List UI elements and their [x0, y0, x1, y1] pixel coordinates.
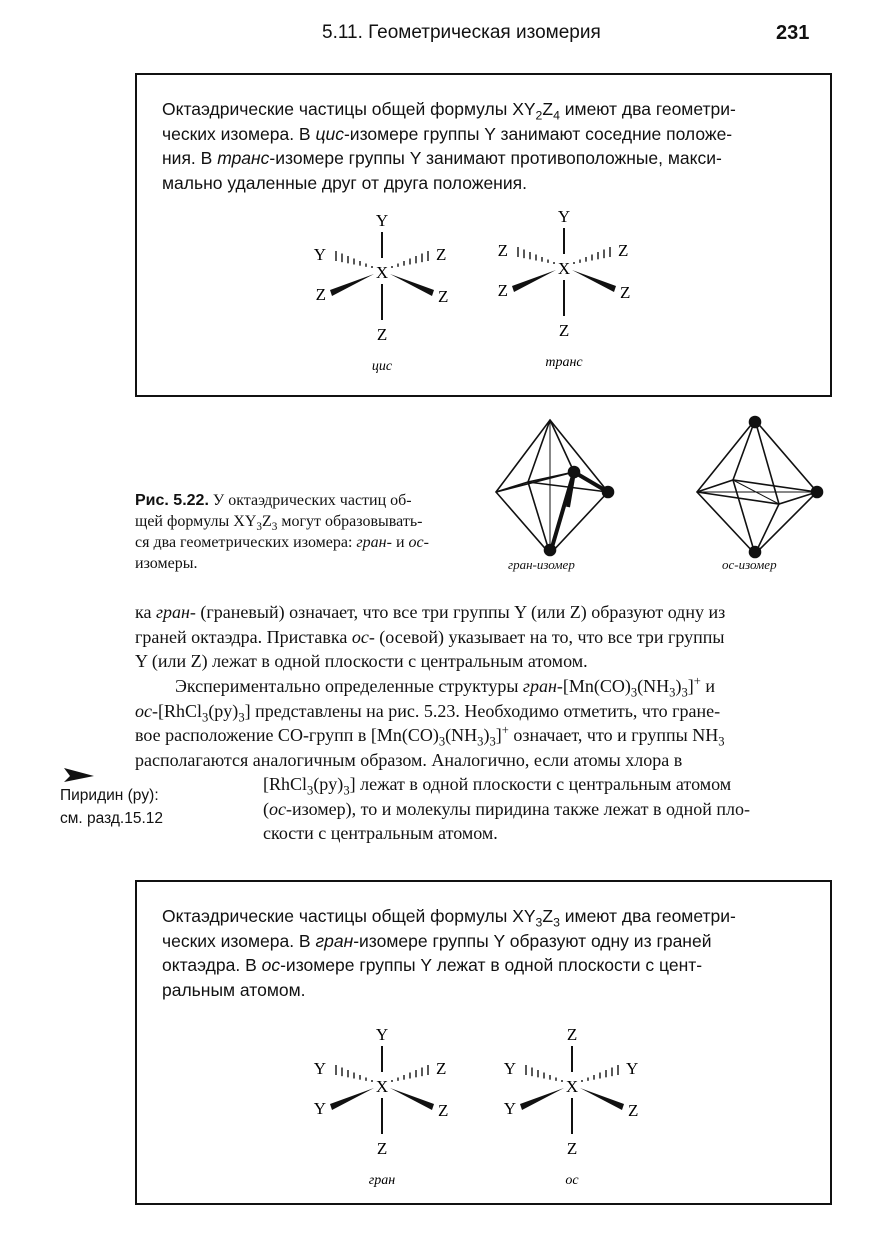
page-number: 231 — [776, 22, 810, 44]
os-structure — [504, 1025, 639, 1188]
figure-caption — [135, 490, 480, 574]
hashed-bond — [336, 251, 372, 268]
front-right-ligand-label: Z — [438, 287, 449, 306]
hashed-bond — [518, 247, 554, 264]
box-line: Октаэдрические частицы общей формулы $XY_3Z_3$ имеют два геометри- — [162, 906, 736, 930]
octahedra-figure — [490, 412, 835, 562]
box-line: ческих изомера. В гран-изомере группы Y образуют одну из граней — [162, 930, 712, 951]
text-line: (ос-изомер), то и молекулы пиридина также лежат в одной пло- — [263, 798, 750, 819]
running-head — [0, 22, 895, 50]
text-line: граней октаэдра. Приставка ос- (осевой) указывает на то, что все три группы — [135, 626, 725, 647]
front-right-ligand-label: Z — [620, 283, 631, 302]
definition-box-gran-os — [135, 880, 832, 1205]
wedge-bond — [580, 1088, 624, 1110]
bottom-ligand-label: Z — [376, 325, 388, 344]
text-line: располагаются аналогичным образом. Аналогично, если атомы хлора в — [135, 749, 683, 770]
atom-dot — [569, 467, 580, 478]
back-left-ligand-label: Z — [497, 241, 508, 260]
front-right-ligand-label: Z — [628, 1101, 639, 1120]
wedge-bond — [520, 1088, 564, 1110]
box-line: ния. В транс-изомере группы Y занимают противоположные, макси- — [162, 148, 722, 168]
box-text — [162, 97, 802, 195]
bottom-ligand-label: Z — [376, 1139, 388, 1158]
hashed-bond — [574, 247, 610, 264]
text-line: $ос-[RhCl_3(py)_3]$ представлены на рис. 5.23. Необходимо отметить, что гране- — [135, 700, 721, 725]
front-left-ligand-label: Z — [497, 281, 508, 300]
cis-structure — [314, 211, 449, 374]
wedge-bond — [330, 1088, 374, 1110]
caption-line: щей формулы $XY_3Z_3$ могут образовывать- — [135, 513, 423, 534]
atom-dot — [603, 487, 614, 498]
center-atom-label: X — [375, 1077, 389, 1096]
box-line: ральным атомом. — [162, 979, 306, 1000]
margin-line: см. разд.15.12 — [60, 810, 163, 827]
front-right-ligand-label: Z — [438, 1101, 449, 1120]
text-line: Y (или Z) лежат в одной плоскости с центральным атомом. — [135, 651, 588, 671]
hashed-bond — [526, 1065, 562, 1082]
caption-number: Рис. 5.22. — [135, 492, 209, 509]
arrow-pointer-icon — [64, 768, 94, 782]
front-left-ligand-label: Z — [315, 285, 326, 304]
isomer-label: цис — [371, 359, 393, 374]
atom-dot — [750, 547, 761, 558]
box-line: Октаэдрические частицы общей формулы $XY_2Z_4$ имеют два геометри- — [162, 99, 736, 123]
front-left-ligand-label: Y — [313, 1099, 326, 1118]
body-paragraph-2 — [135, 674, 832, 846]
back-left-ligand-label: Y — [313, 1059, 326, 1078]
caption-line: ся два геометрических изомера: гран- и ос- — [135, 534, 429, 551]
box-text — [162, 904, 802, 1002]
back-left-ligand-label: Y — [503, 1059, 516, 1078]
body-paragraph-1 — [135, 600, 832, 674]
bottom-ligand-label: Z — [558, 321, 570, 340]
hashed-bond — [392, 251, 428, 268]
back-right-ligand-label: Z — [618, 241, 629, 260]
box-line: октаэдра. В ос-изомере группы Y лежат в одной плоскости с цент- — [162, 955, 703, 975]
box-line: мально удаленные друг от друга положения. — [162, 172, 527, 193]
definition-box-cis-trans — [135, 73, 832, 397]
isomer-label: гран — [368, 1173, 396, 1188]
text-line: Экспериментально определенные структуры гран-$[Mn(CO)_3(NH_3)_3]^+$ и — [175, 674, 716, 700]
text-line: ка гран- (граневый) означает, что все три группы Y (или Z) образуют одну из — [135, 602, 726, 622]
hashed-bond — [336, 1065, 372, 1082]
margin-note — [60, 784, 230, 830]
section-title: 5.11. Геометрическая изомерия — [322, 22, 601, 43]
atom-dot — [812, 487, 823, 498]
wedge-bond — [390, 1088, 434, 1110]
wedge-bond — [390, 274, 434, 296]
caption-line: У октаэдрических частиц об- — [208, 492, 412, 509]
trans-structure — [498, 207, 631, 370]
back-left-ligand-label: Y — [313, 245, 326, 264]
center-atom-label: X — [375, 263, 389, 282]
top-ligand-label: Y — [557, 207, 571, 226]
atom-dot — [545, 545, 556, 556]
gran-structure — [314, 1025, 449, 1188]
front-left-ligand-label: Y — [503, 1099, 516, 1118]
back-right-ligand-label: Y — [626, 1059, 639, 1078]
gran-octahedron — [496, 420, 614, 556]
isomer-label: ос — [565, 1173, 579, 1188]
wedge-bond — [512, 270, 556, 292]
hashed-bond — [582, 1065, 618, 1082]
text-line: $[RhCl_3(py)_3]$ лежат в одной плоскости с центральным атомом — [263, 774, 732, 798]
top-ligand-label: Y — [375, 211, 389, 230]
top-ligand-label: Z — [566, 1025, 578, 1044]
box-line: ческих изомера. В цис-изомере группы Y занимают соседние положе- — [162, 123, 733, 144]
caption-line: изомеры. — [135, 555, 198, 572]
hashed-bond — [392, 1065, 428, 1082]
atom-dot — [750, 417, 761, 428]
gran-isomer-label: гран-изомер — [508, 557, 575, 572]
wedge-bond — [330, 274, 374, 296]
os-isomer-label: ос-изомер — [722, 557, 777, 572]
text-line: скости с центральным атомом. — [263, 823, 498, 843]
gran-os-diagrams — [297, 1014, 717, 1194]
bottom-ligand-label: Z — [566, 1139, 578, 1158]
cis-trans-diagrams — [297, 200, 717, 380]
os-octahedron — [697, 417, 823, 558]
back-right-ligand-label: Z — [436, 245, 447, 264]
text-line: вое расположение CO-групп в $[Mn(CO)_3(NH_3)_3]^+$ означает, что и группы $NH_3$ — [135, 723, 725, 749]
back-right-ligand-label: Z — [436, 1059, 447, 1078]
isomer-label: транс — [545, 355, 583, 370]
wedge-bond — [572, 270, 616, 292]
center-atom-label: X — [565, 1077, 579, 1096]
margin-line: Пиридин (py): — [60, 787, 159, 804]
center-atom-label: X — [557, 259, 571, 278]
top-ligand-label: Y — [375, 1025, 389, 1044]
